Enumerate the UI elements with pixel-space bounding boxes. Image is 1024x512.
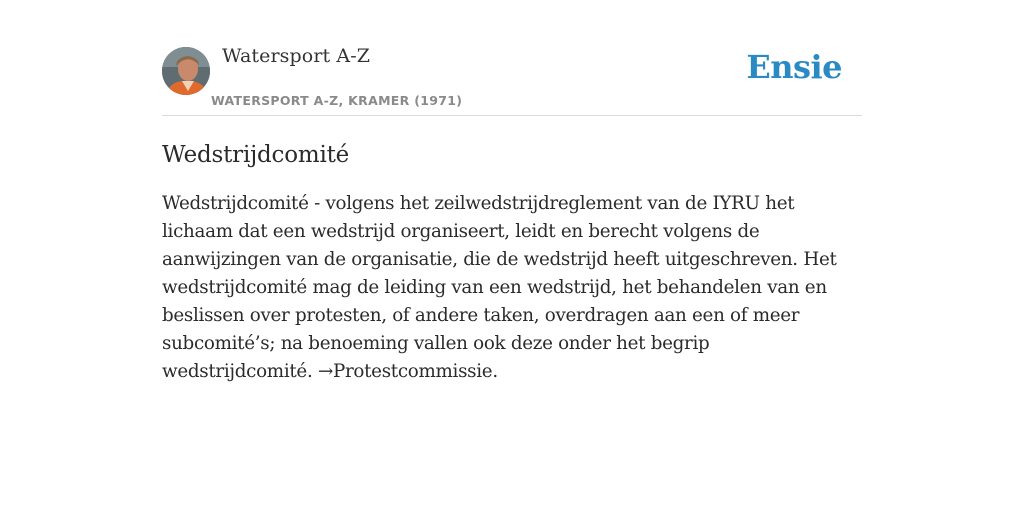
entry-body [162,190,862,386]
brand-logo[interactable]: Ensie [746,48,842,86]
entry-title: Wedstrijdcomité [162,142,350,168]
entry-body-end: . [492,361,498,382]
entry-header [162,40,862,116]
source-name-link[interactable]: Watersport A-Z [222,45,371,67]
entry-card [162,40,862,386]
source-meta: WATERSPORT A-Z, KRAMER (1971) [211,93,463,108]
protestcommissie-link[interactable]: →Protestcommissie [317,361,493,382]
avatar-image [162,47,210,95]
person-avatar-icon[interactable] [162,47,210,95]
entry-body-text: Wedstrijdcomité - volgens het zeilwedstrijdreglement van de IYRU het lichaam dat een wedstrijd organiseert, leidt en berecht volgens de aanwijzingen van de organisatie, die de wedstrijd heeft uitgeschreven. Het wedstrijdcomité mag de leiding van een wedstrijd, het behandelen van en beslissen over protesten, of andere taken, overdragen aan een of meer subcomité’s; na benoeming vallen ook deze onder het begrip wedstrijdcomité. [162,193,837,382]
